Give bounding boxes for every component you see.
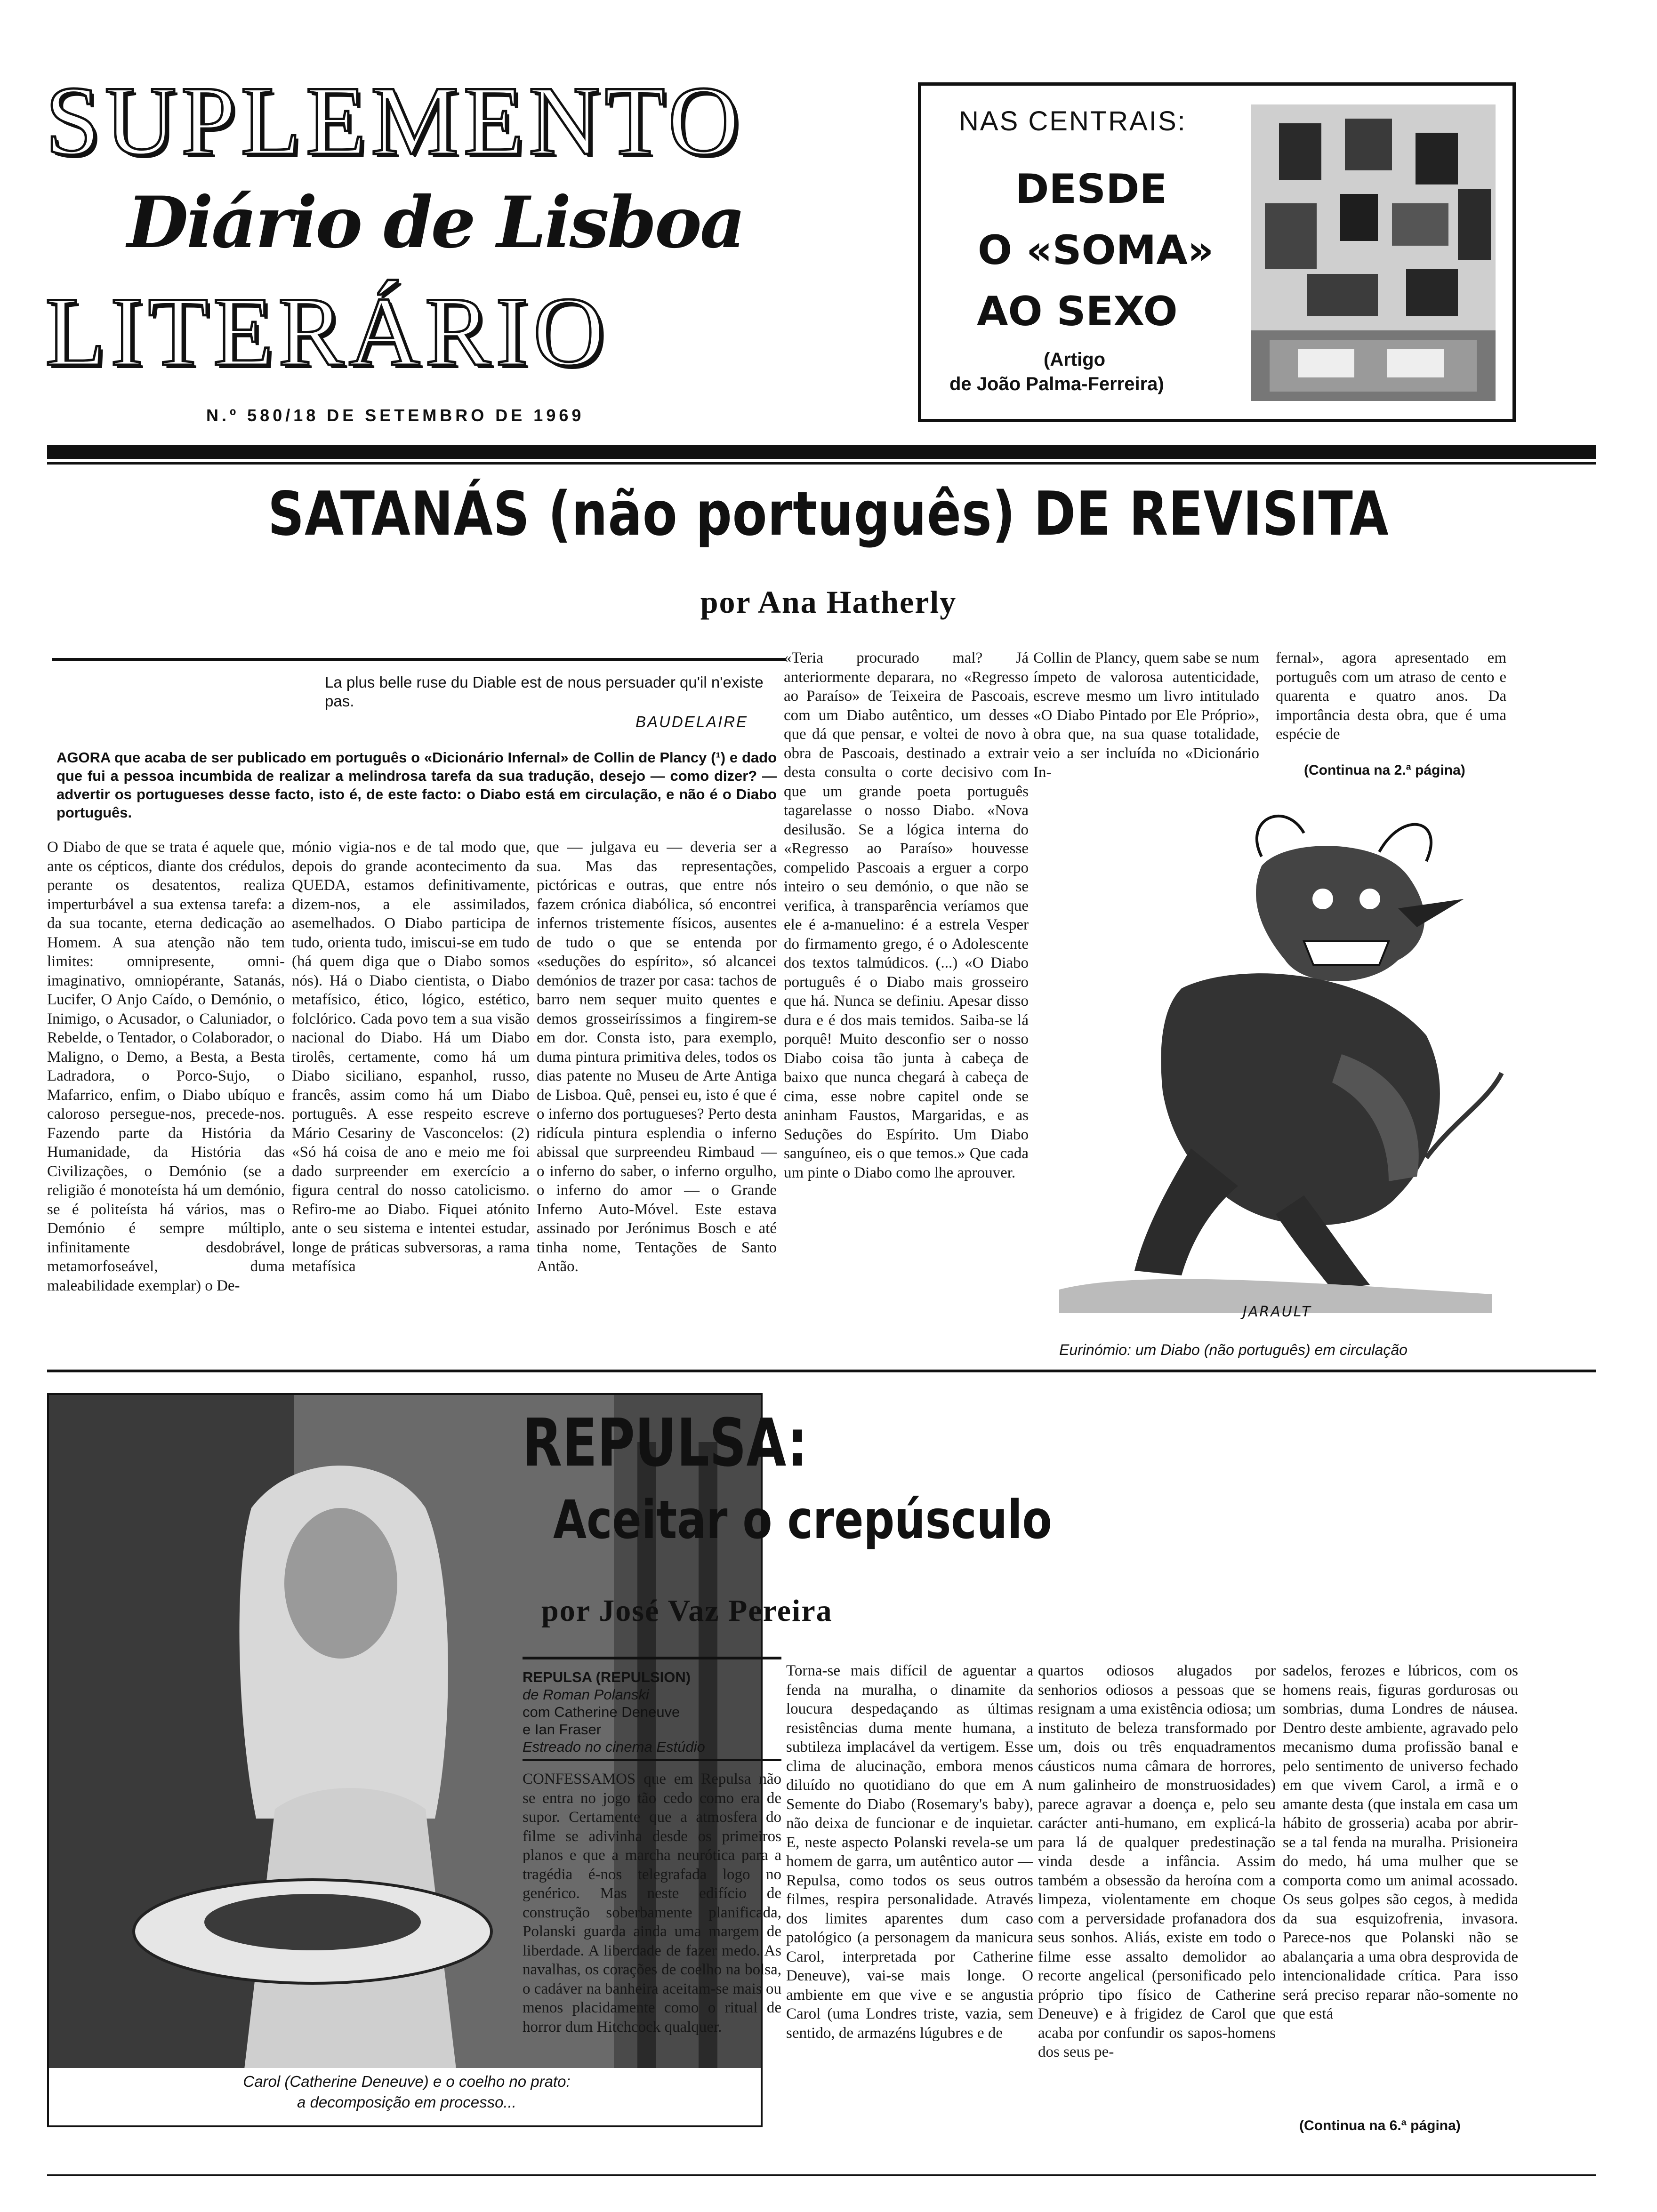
epigraph: La plus belle ruse du Diable est de nous persuader qu'il n'existe pas. (325, 673, 764, 710)
article1-col2-text: mónio vigia-nos e de tal modo que, depois do grande acontecimento da QUEDA, estamos definitivamente, dizem-nos, a ele assimilados, asemelhados. O Diabo participa de tudo, orienta tudo, imiscui-se em tudo (há quem diga que o Diabo somos nós). Há o Diabo cientista, o Diabo metafísico, ético, lógico, estético, folclórico. Cada povo tem a sua visão nacional do Diabo. Há um Diabo tirolês, certamente, como há um Diabo siciliano, espanhol, russo, francês, assim como há um Diabo português. A esse respeito escreve Mário Cesariny de Vasconcelos: (2) «Só há coisa de ano e meio me foi dado surpreender em exercício a figura central do nosso catolicismo. Refiro-me ao Diabo. Fiquei atónito ante o seu sistema e intentei estudar, longe de práticas subversoras, a rama metafísica (292, 839, 530, 1275)
article2-headline2: Aceitar o crepúsculo (553, 1490, 1052, 1551)
photo-caption-line2: a decomposição em processo... (297, 2093, 516, 2111)
article1-col1 (47, 838, 285, 1351)
article1-col5 (1033, 649, 1259, 785)
article1-lead: AGORA que acaba de ser publicado em português o «Dicionário Infernal» de Collin de Plancy (¹) e dado que fui a pessoa incumbida de realizar a melindrosa tarefa da sua tradução, desejo — como dizer? — advertir os portugueses desse facto, isto é, de este facto: o Diabo está em circulação, e não é o Diabo português. (56, 749, 777, 821)
article1-col2 (292, 838, 530, 1351)
credits-venue: Estreado no cinema Estúdio (523, 1739, 705, 1755)
devil-caption: Eurinómio: um Diabo (não português) em circulação (1059, 1341, 1408, 1358)
masthead-heavy-rule (47, 445, 1596, 459)
bottom-rule (47, 2174, 1596, 2176)
promo-line1: DESDE (1015, 166, 1167, 213)
credits-director: de Roman Polanski (523, 1686, 649, 1703)
credits-cast1: com Catherine Deneuve (523, 1704, 680, 1720)
article1-continue: (Continua na 2.ª página) (1304, 762, 1465, 778)
article1-col3-text: que — julgava eu — deveria ser a sua. Mas das representações, pictóricas e outras, que entre nós fazem crónica diabólica, só encontrei infernos tristemente físicos, ausentes de tudo o que se entenda por «seduções do espírito», só alcancei demónios de trazer por casa: tachos de barro nem sequer muito quentes e demos grosseiríssimos a fingirem-se em dor. Consta isto, para exemplo, duma pintura primitiva deles, todos os dias patente no Museu de Arte Antiga de Lisboa. Quê, pensei eu, isto é que é o inferno dos portugueses? Perto desta ridícula pintura esplendia o inferno abissal que surpreendeu Rimbaud — o inferno do saber, o inferno orgulho, o inferno do amor — o Grande Inferno Auto-Móvel. Este estava assinado por Jerónimus Bosch e até tinha nome, Tentações de Santo Antão. (537, 839, 777, 1275)
promo-credit1: (Artigo (1044, 349, 1106, 370)
article1-col4 (784, 649, 1029, 1369)
devil-signature: JARAULT (1243, 1304, 1312, 1320)
credits-top-rule (523, 1657, 781, 1659)
section-divider (47, 1370, 1596, 1372)
article2-col2 (786, 1661, 1033, 2148)
article2-col1 (523, 1770, 781, 2146)
article2-headline1: REPULSA: (523, 1405, 808, 1482)
credits-cast2: e Ian Fraser (523, 1721, 602, 1738)
promo-collage-image (1251, 104, 1496, 401)
article2-byline: por José Vaz Pereira (541, 1594, 833, 1628)
masthead-literario: LITERÁRIO (45, 277, 610, 386)
article2-col3 (1038, 1661, 1276, 2148)
credits-bottom-rule (523, 1759, 781, 1761)
article2-col2-text: Torna-se mais difícil de aguentar a fenda na muralha, o dinamite da loucura despedaçando as últimas resistências duma mente humana, a subtileza implacável da vertigem. Esse clima de alucinação, embora menos diluído no quotidiano do que em A Semente do Diabo (Rosemary's baby), não deixa de funcionar e de inquietar. E, neste aspecto Polanski revela-se um homem de garra, um autêntico autor — Repulsa, como todos os seus outros filmes, respira personalidade. Através dos limites aparentes dum caso patológico (a personagem da manicura Carol, interpretada por Catherine Deneuve), vai-se mais longe. O ambiente em que vive e se angustia Carol (uma Londres triste, vazia, sem sentido, de armazéns lúgubres e de (786, 1662, 1033, 2042)
photo-caption-line1: Carol (Catherine Deneuve) e o coelho no prato: (243, 2073, 571, 2090)
masthead-thin-rule (47, 462, 1596, 465)
devil-illustration (1040, 791, 1511, 1332)
promo-label: NAS CENTRAIS: (959, 106, 1187, 136)
article2-col4 (1283, 1661, 1518, 2113)
masthead-suplemento: SUPLEMENTO (45, 66, 744, 176)
epigraph-author: BAUDELAIRE (635, 713, 748, 730)
article2-continue: (Continua na 6.ª página) (1299, 2118, 1461, 2133)
article2-col3-text: quartos odiosos alugados por senhorios odiosos a pessoas que se resignam a uma existência odiosa; um instituto de beleza transformado por um, dois ou três enquadramentos cáusticos numa câmara de horrores, num galinheiro de monstruosidades) parece agravar a doença e, pelo seu carácter anti-humano, em explicá-la para lá de qualquer predestinação vinda desde a infância. Assim também a obsessão da heroína com a limpeza, violentamente em choque com a perversidade profanadora dos seus sonhos. Aliás, existe em todo o filme esse assalto demolidor ao recorte angelical (personificado pelo próprio tipo físico de Catherine Deneuve) e à frigidez de Carol que acaba por confundir os sapos-homens dos seus pe- (1038, 1662, 1276, 2060)
promo-box[interactable] (918, 82, 1516, 422)
masthead-diario-de-lisboa: Diário de Lisboa (127, 181, 744, 264)
article1-col4-text: «Teria procurado mal? Já anteriormente deparara, no «Regresso ao Paraíso» de Teixeira de Pascoais, com um Diabo autêntico, um desses que dá que pensar, e voltei de novo à obra de Pascoais, destinado a extrair desta consulta o corte decisivo com que um grande poeta português tagarelasse o nosso Diabo. «Nova desilusão. Se a lógica interna do «Regresso ao Paraíso» houvesse compelido Pascoais a erguer a corpo inteiro o seu demónio, o que não se verifica, à transparência veríamos que ele é a-manuelino: é a estrela Vesper do firmamento grego, é o Adolescente dos textos talmúdicos. (...) «O Diabo português é o Diabo mais grosseiro que há. Nunca se definiu. Apesar disso dura e é dos mais temidos. Saiba-se lá porquê! Muito desconfio ser o nosso Diabo coisa tão junta à cabeça de baixo que nunca chegará à cabeça de cima, esse nobre capitel onde se aninham Faustos, Margaridas, e as Seduções do Espírito. Um Diabo sanguíneo, eis o que temos.» Que cada um pinte o Diabo como lhe aprouver. (784, 649, 1029, 1181)
article1-col5-text: Collin de Plancy, quem sabe se num ímpeto de valorosa autenticidade, escreve mesmo um livro intitulado «O Diabo Pintado por Ele Próprio», obra que, na sua quase totalidade, veio a ser incluída no «Dicionário In- (1033, 649, 1259, 781)
article1-col3 (537, 838, 777, 1351)
article1-headline-wrap (0, 479, 1657, 549)
promo-credit2: de João Palma-Ferreira) (949, 374, 1164, 394)
article2-col4-text: sadelos, ferozes e lúbricos, com os homens reais, figuras gordurosas ou sombrias, duma Londres de náusea. Dentro deste ambiente, agravado pelo mecanismo duma profissão banal e pelo sentimento de universo fechado em que vivem Carol, a irmã e o amante desta (que instala em casa um hábito de grosseria) acaba por abrir-se a tal fenda na muralha. Prisioneira do medo, há uma mulher que se comporta como um animal acossado. Os seus golpes são cegos, à medida da sua esquizofrenia, invasora. Parece-nos que Polanski não se abalançaria a uma obra desprovida de intencionalidade crítica. Para isso será preciso reparar não-somente no que está (1283, 1662, 1518, 2022)
article1-col6 (1276, 649, 1506, 761)
credits-title: REPULSA (REPULSION) (523, 1669, 691, 1685)
promo-line3: AO SEXO (977, 288, 1178, 335)
issue-info: N.º 580/18 DE SETEMBRO DE 1969 (206, 406, 585, 425)
article2-col1-text: CONFESSAMOS que em Repulsa não se entra no jogo tão cedo como era de supor. Certamente que a atmosfera do filme se adivinha desde os primeiros planos e que a marcha neurótica para a tragédia é-nos telegrafada logo no genérico. Mas neste edifício de construção soberbamente planificada, Polanski guarda ainda uma margem de liberdade. A liberdade de fazer medo. As navalhas, os corações de coelho na bolsa, o cadáver na banheira aceitam-se mais ou menos placidamente como o ritual de horror dum Hitchcock qualquer. (523, 1771, 781, 2036)
article1-col6-text: fernal», agora apresentado em português com um atraso de cento e quarenta e quatro anos. Da importância desta obra, que é uma espécie de (1276, 649, 1506, 743)
film-credits (523, 1668, 781, 1755)
article1-byline: por Ana Hatherly (700, 584, 957, 620)
article1-headline: SATANÁS (não português) DE REVISITA (268, 479, 1389, 549)
promo-line2: O «SOMA» (978, 227, 1214, 274)
article1-top-rule (52, 658, 786, 661)
article1-col1-text: O Diabo de que se trata é aquele que, ante os cépticos, diante dos crédulos, perante os desatentos, realiza imperturbável a sua extensa tarefa: a da sua tocante, eterna dedicação ao Homem. A sua atenção não tem limites: omnipresente, omni-imaginativo, omniopérante, Satanás, Lucifer, O Anjo Caído, o Demónio, o Inimigo, o Acusador, o Caluniador, o Rebelde, o Tentador, o Colaborador, o Maligno, o Demo, a Besta, a Besta Ladradora, o Porco-Sujo, o Mafarrico, enfim, o Diabo ubíquo e caloroso persegue-nos, precede-nos. Fazendo parte da História da Humanidade, da História das Civilizações, o Demónio (se a religião é monoteísta há um demónio, se é politeísta há vários, mas o Demónio é sempre múltiplo, infinitamente desdobrável, metamorfoseável, duma maleabilidade exemplar) o De- (47, 839, 285, 1294)
